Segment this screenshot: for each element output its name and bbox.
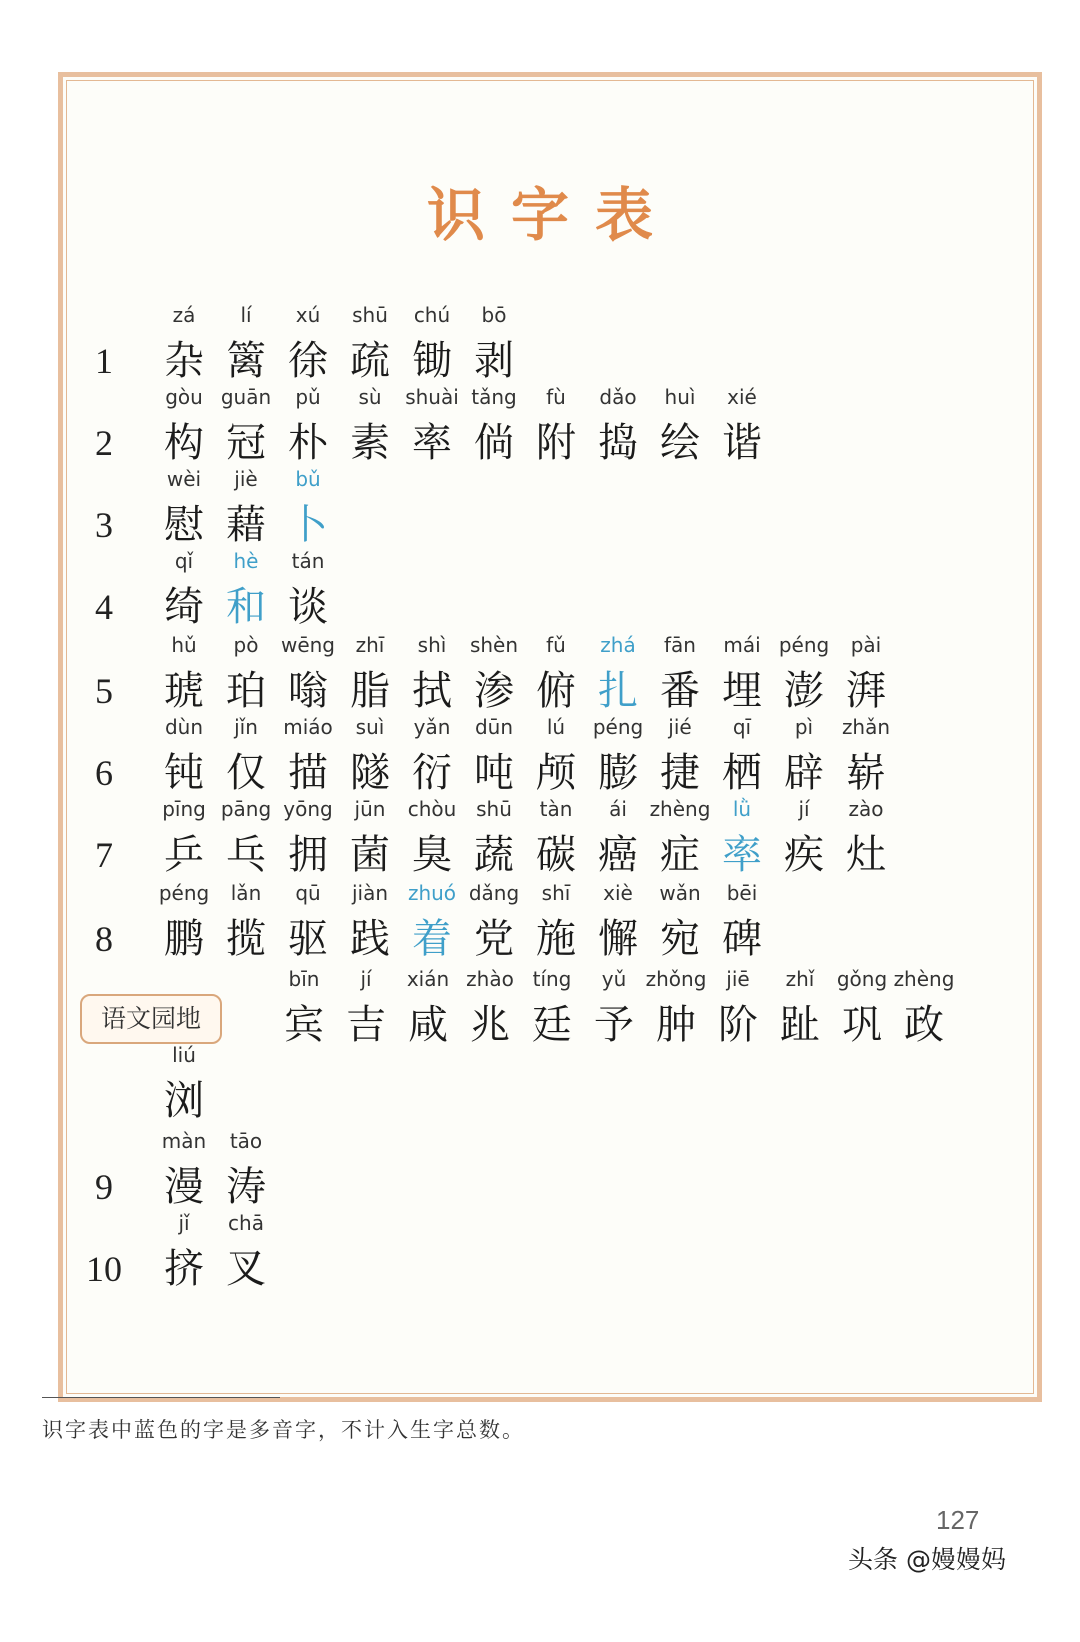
pinyin: péng [778,633,830,657]
hanzi: 予 [594,1002,634,1048]
pinyin: shuài [405,385,459,409]
hanzi: 政 [904,1002,944,1048]
pinyin: fān [664,633,696,657]
hanzi: 兆 [470,1002,510,1048]
hanzi: 菌 [350,832,390,878]
pinyin: zào [848,797,884,821]
hanzi: 谈 [288,584,328,630]
hanzi: 蔬 [474,832,514,878]
pinyin: dǎo [599,385,637,409]
pinyin: yōng [283,797,333,821]
hanzi: 附 [536,420,576,466]
pinyin: zhuó [407,881,457,905]
pinyin: dūn [474,715,514,739]
hanzi: 懈 [598,916,638,962]
hanzi: 宾 [284,1002,324,1048]
hanzi: 脂 [350,668,390,714]
hanzi: 湃 [846,668,886,714]
hanzi: 描 [288,750,328,796]
pinyin: wèi [166,467,202,491]
pinyin: jié [668,715,692,739]
hanzi: 疾 [784,832,824,878]
hanzi: 癌 [598,832,638,878]
character-cell [830,796,902,880]
hanzi: 党 [474,916,514,962]
hanzi: 乓 [226,832,266,878]
pinyin: pīng [162,797,206,821]
pinyin: jí [798,797,810,821]
pinyin: jiē [726,967,750,991]
hanzi: 乒 [164,832,204,878]
hanzi: 灶 [846,832,886,878]
hanzi: 漫 [164,1164,204,1210]
hanzi: 辟 [784,750,824,796]
hanzi: 施 [536,916,576,962]
pinyin: zhǒng [645,967,707,991]
pinyin: lǎn [230,881,262,905]
character-cell [888,966,960,1050]
hanzi: 捣 [598,420,638,466]
hanzi: 捷 [660,750,700,796]
hanzi: 冠 [226,420,266,466]
pinyin: péng [158,881,210,905]
hanzi: 咸 [408,1002,448,1048]
pinyin: sù [358,385,382,409]
hanzi: 廷 [532,1002,572,1048]
hanzi: 率 [412,420,452,466]
hanzi: 吨 [474,750,514,796]
pinyin: gǒng [836,967,888,991]
hanzi: 碑 [722,916,762,962]
hanzi: 杂 [164,338,204,384]
pinyin: xú [295,303,321,327]
pinyin: shū [476,797,512,821]
polyphonic-character [272,466,344,550]
pinyin: bǔ [295,467,321,491]
lesson-number: 7 [95,835,113,875]
pinyin: dǎng [468,881,520,905]
hanzi: 浏 [164,1078,204,1124]
hanzi: 钝 [164,750,204,796]
pinyin: zhèng [649,797,711,821]
footnote: 识字表中蓝色的字是多音字，不计入生字总数。 [42,1418,525,1442]
hanzi: 构 [164,420,204,466]
page-number: 127 [936,1505,980,1535]
hanzi: 疏 [350,338,390,384]
pinyin: lí [240,303,252,327]
hanzi: 叉 [226,1246,266,1292]
pinyin: bīn [288,967,320,991]
pinyin: tǎng [471,385,517,409]
pinyin: zhào [466,967,514,991]
lesson-number: 5 [95,671,113,711]
pinyin: wēng [280,633,336,657]
hanzi: 宛 [660,916,700,962]
hanzi: 拥 [288,832,328,878]
pinyin: suì [355,715,385,739]
hanzi: 趾 [780,1002,820,1048]
pinyin: yǎn [413,715,451,739]
pinyin: shū [352,303,388,327]
pinyin: huì [664,385,696,409]
character-cell [210,1128,282,1212]
character-cell [706,384,778,468]
pinyin: jiè [234,467,258,491]
lesson-number: 2 [95,423,113,463]
pinyin: tàn [539,797,573,821]
pinyin: pài [850,633,882,657]
hanzi: 篱 [226,338,266,384]
lesson-number: 9 [95,1167,113,1207]
pinyin: shì [417,633,447,657]
hanzi: 臭 [412,832,452,878]
hanzi: 衍 [412,750,452,796]
hanzi: 谐 [722,420,762,466]
hanzi: 藉 [226,502,266,548]
pinyin: zhī [355,633,385,657]
lesson-number: 1 [95,341,113,381]
hanzi: 仅 [226,750,266,796]
pinyin: xián [406,967,450,991]
pinyin: yǔ [601,967,627,991]
pinyin: jí [360,967,372,991]
hanzi: 践 [350,916,390,962]
pinyin: bēi [726,881,758,905]
pinyin: bō [481,303,507,327]
hanzi: 拭 [412,668,452,714]
hanzi: 渗 [474,668,514,714]
hanzi: 揽 [226,916,266,962]
hanzi: 膨 [598,750,638,796]
pinyin: xié [727,385,757,409]
pinyin: qī [732,715,752,739]
hanzi: 鹏 [164,916,204,962]
pinyin: zhǎn [841,715,891,739]
hanzi: 绮 [164,584,204,630]
pinyin: jūn [354,797,386,821]
pinyin: lǜ [732,797,752,821]
hanzi: 慰 [164,502,204,548]
hanzi: 扎 [598,668,638,714]
pinyin: zhǐ [785,967,815,991]
pinyin: shèn [469,633,519,657]
hanzi: 卜 [288,502,328,548]
pinyin: shī [541,881,571,905]
hanzi: 珀 [226,668,266,714]
pinyin: qǐ [174,549,194,573]
character-cell [706,880,778,964]
watermark: 头条 @嫚嫚妈 [848,1545,1006,1574]
pinyin: mái [723,633,761,657]
pinyin: zhèng [893,967,955,991]
lesson-number: 3 [95,505,113,545]
character-cell [458,302,530,386]
hanzi: 绘 [660,420,700,466]
pinyin: pì [794,715,814,739]
pinyin: fù [546,385,566,409]
pinyin: fǔ [546,633,566,657]
hanzi: 琥 [164,668,204,714]
lesson-number: 8 [95,919,113,959]
hanzi: 朴 [288,420,328,466]
pinyin: péng [592,715,644,739]
character-cell [272,548,344,632]
pinyin: hǔ [171,633,197,657]
hanzi: 驱 [288,916,328,962]
pinyin: chòu [407,797,457,821]
page-title: 识字表 [426,181,679,249]
pinyin: dùn [164,715,204,739]
pinyin: màn [161,1129,207,1153]
hanzi: 番 [660,668,700,714]
hanzi: 巩 [842,1002,882,1048]
pinyin: tán [291,549,325,573]
pinyin: zá [172,303,196,327]
pinyin: zhá [600,633,636,657]
pinyin: jǐ [178,1211,190,1235]
hanzi: 剥 [474,338,514,384]
pinyin: pò [233,633,259,657]
pinyin: xiè [603,881,633,905]
lesson-number: 6 [95,753,113,793]
pinyin: tāo [229,1129,263,1153]
lesson-number: 10 [86,1249,122,1289]
hanzi: 率 [722,832,762,878]
pinyin: jiàn [351,881,389,905]
pinyin: lú [546,715,566,739]
hanzi: 埋 [722,668,762,714]
hanzi: 着 [412,916,452,962]
character-cell [148,1042,220,1126]
hanzi: 栖 [722,750,762,796]
pinyin: gòu [165,385,203,409]
hanzi: 症 [660,832,700,878]
hanzi: 肿 [656,1002,696,1048]
pinyin: liú [172,1043,196,1067]
hanzi: 嗡 [288,668,328,714]
pinyin: tíng [532,967,572,991]
hanzi: 素 [350,420,390,466]
pinyin: chā [228,1211,264,1235]
pinyin: wǎn [659,881,701,905]
pinyin: ái [609,797,627,821]
hanzi: 隧 [350,750,390,796]
footnote-rule [42,1397,280,1398]
hanzi: 锄 [412,338,452,384]
pinyin: qū [295,881,321,905]
hanzi: 崭 [846,750,886,796]
chinese-garden-badge: 语文园地 [80,994,222,1044]
hanzi: 和 [226,584,266,630]
character-cell [830,632,902,716]
hanzi: 澎 [784,668,824,714]
pinyin: chú [413,303,451,327]
hanzi: 徐 [288,338,328,384]
pinyin: guān [220,385,272,409]
hanzi: 挤 [164,1246,204,1292]
hanzi: 倘 [474,420,514,466]
hanzi: 颅 [536,750,576,796]
pinyin: hè [233,549,259,573]
hanzi: 碳 [536,832,576,878]
character-cell [830,714,902,798]
hanzi: 阶 [718,1002,758,1048]
character-cell [210,1210,282,1294]
pinyin: pǔ [295,385,321,409]
hanzi: 俯 [536,668,576,714]
hanzi: 吉 [346,1002,386,1048]
pinyin: miáo [283,715,333,739]
lesson-number: 4 [95,587,113,627]
hanzi: 涛 [226,1164,266,1210]
pinyin: jǐn [234,715,258,739]
pinyin: pāng [220,797,272,821]
